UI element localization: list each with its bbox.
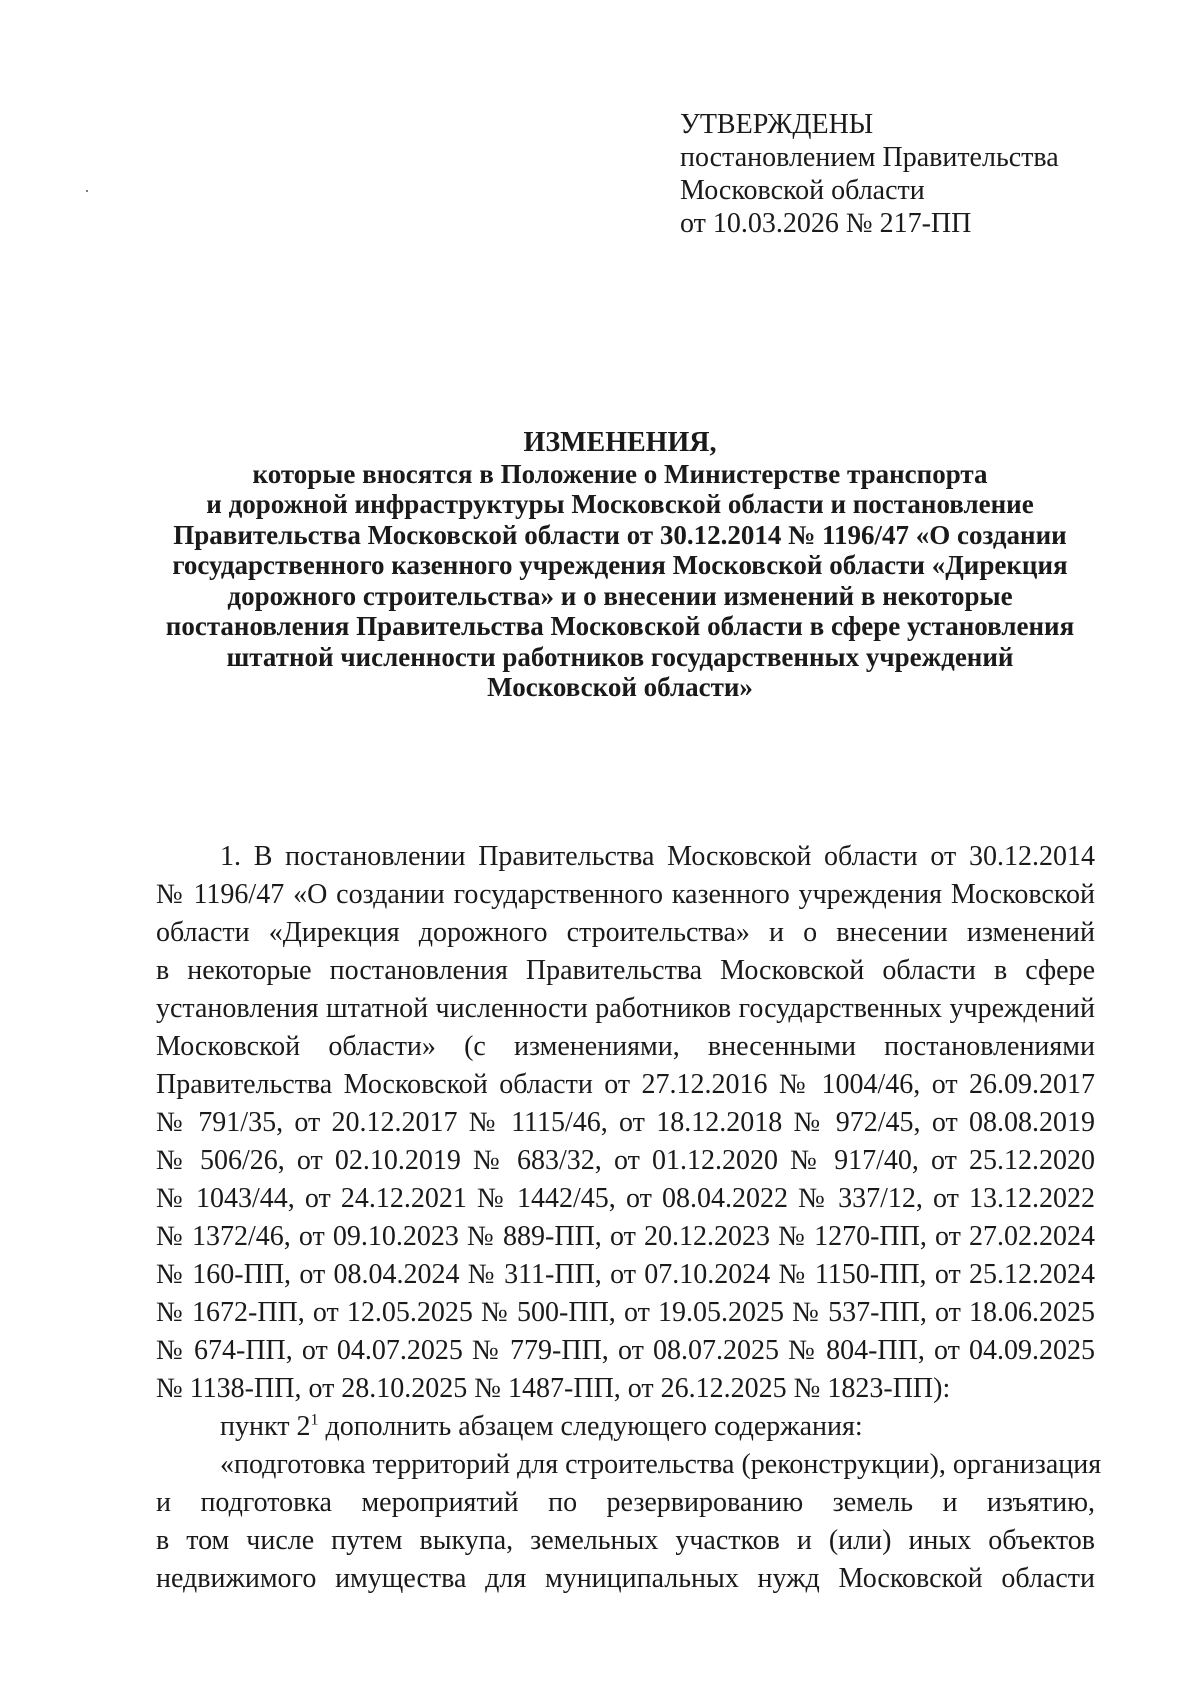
paragraph-line: области «Дирекция дорожного строительства» и о внесении изменений — [156, 917, 1095, 948]
paragraph-line: № 1196/47 «О создании государственного казенного учреждения Московской — [156, 879, 1095, 910]
approval-line-4: от 10.03.2026 № 217-ПП — [680, 208, 972, 239]
paragraph-line: в том числе путем выкупа, земельных участков и (или) иных объектов — [156, 1525, 1095, 1556]
point-text-before: пункт 2 — [220, 1411, 311, 1442]
approval-block — [680, 108, 1160, 240]
title-line: Правительства Московской области от 30.12.2014 № 1196/47 «О создании — [173, 519, 1067, 550]
scan-speck — [86, 190, 88, 192]
paragraph-line: 1. В постановлении Правительства Московской области от 30.12.2014 — [220, 841, 1095, 872]
title-line: штатной численности работников государственных учреждений — [226, 641, 1014, 672]
paragraph-line: № 506/26, от 02.10.2019 № 683/32, от 01.12.2020 № 917/40, от 25.12.2020 — [156, 1145, 1095, 1176]
title-heading: ИЗМЕНЕНИЯ, — [523, 427, 717, 458]
paragraph-line: № 1138-ПП, от 28.10.2025 № 1487-ПП, от 26.12.2025 № 1823-ПП): — [156, 1373, 951, 1404]
point-superscript: 1 — [310, 1411, 319, 1429]
body-text — [156, 838, 1102, 1598]
paragraph-line: Правительства Московской области от 27.12.2016 № 1004/46, от 26.09.2017 — [156, 1069, 1095, 1100]
approval-line-1: УТВЕРЖДЕНЫ — [680, 109, 874, 140]
title-line: дорожного строительства» и о внесении изменений в некоторые — [227, 580, 1013, 611]
paragraph-line: Московской области» (с изменениями, внесенными постановлениями — [156, 1031, 1095, 1062]
paragraph-line: в некоторые постановления Правительства Московской области в сфере — [156, 955, 1095, 986]
paragraph-line: № 1043/44, от 24.12.2021 № 1442/45, от 08.04.2022 № 337/12, от 13.12.2022 — [156, 1183, 1095, 1214]
paragraph-line: № 791/35, от 20.12.2017 № 1115/46, от 18.12.2018 № 972/45, от 08.08.2019 — [156, 1107, 1095, 1138]
title-line: государственного казенного учреждения Московской области «Дирекция — [172, 550, 1068, 580]
paragraph-line: № 160-ПП, от 08.04.2024 № 311-ПП, от 07.10.2024 № 1150-ПП, от 25.12.2024 — [156, 1259, 1095, 1290]
title-line: которые вносятся в Положение о Министерстве транспорта — [252, 458, 988, 489]
paragraph-line: № 674-ПП, от 04.07.2025 № 779-ПП, от 08.07.2025 № 804-ПП, от 04.09.2025 — [156, 1335, 1095, 1366]
paragraph-line: установления штатной численности работников государственных учреждений — [156, 993, 1095, 1024]
title-line: Московской области» — [487, 672, 753, 702]
paragraph-line: № 1372/46, от 09.10.2023 № 889-ПП, от 20.12.2023 № 1270-ПП, от 27.02.2024 — [156, 1221, 1095, 1252]
approval-line-2: постановлением Правительства — [680, 142, 1059, 173]
paragraph-line: «подготовка территорий для строительства (реконструкции), организация — [220, 1449, 1102, 1480]
title-line: и дорожной инфраструктуры Московской области и постановление — [206, 489, 1034, 519]
document-title — [150, 428, 1090, 703]
paragraph-line: и подготовка мероприятий по резервированию земель и изъятию, — [156, 1487, 1095, 1518]
title-line: постановления Правительства Московской области в сфере установления — [165, 611, 1075, 641]
paragraph-line-point — [156, 1408, 1095, 1446]
paragraph-line: недвижимого имущества для муниципальных нужд Московской области — [156, 1563, 1095, 1594]
paragraph-line: № 1672-ПП, от 12.05.2025 № 500-ПП, от 19.05.2025 № 537-ПП, от 18.06.2025 — [156, 1297, 1095, 1328]
approval-line-3: Московской области — [680, 175, 925, 206]
point-text-after: дополнить абзацем следующего содержания: — [318, 1411, 863, 1442]
